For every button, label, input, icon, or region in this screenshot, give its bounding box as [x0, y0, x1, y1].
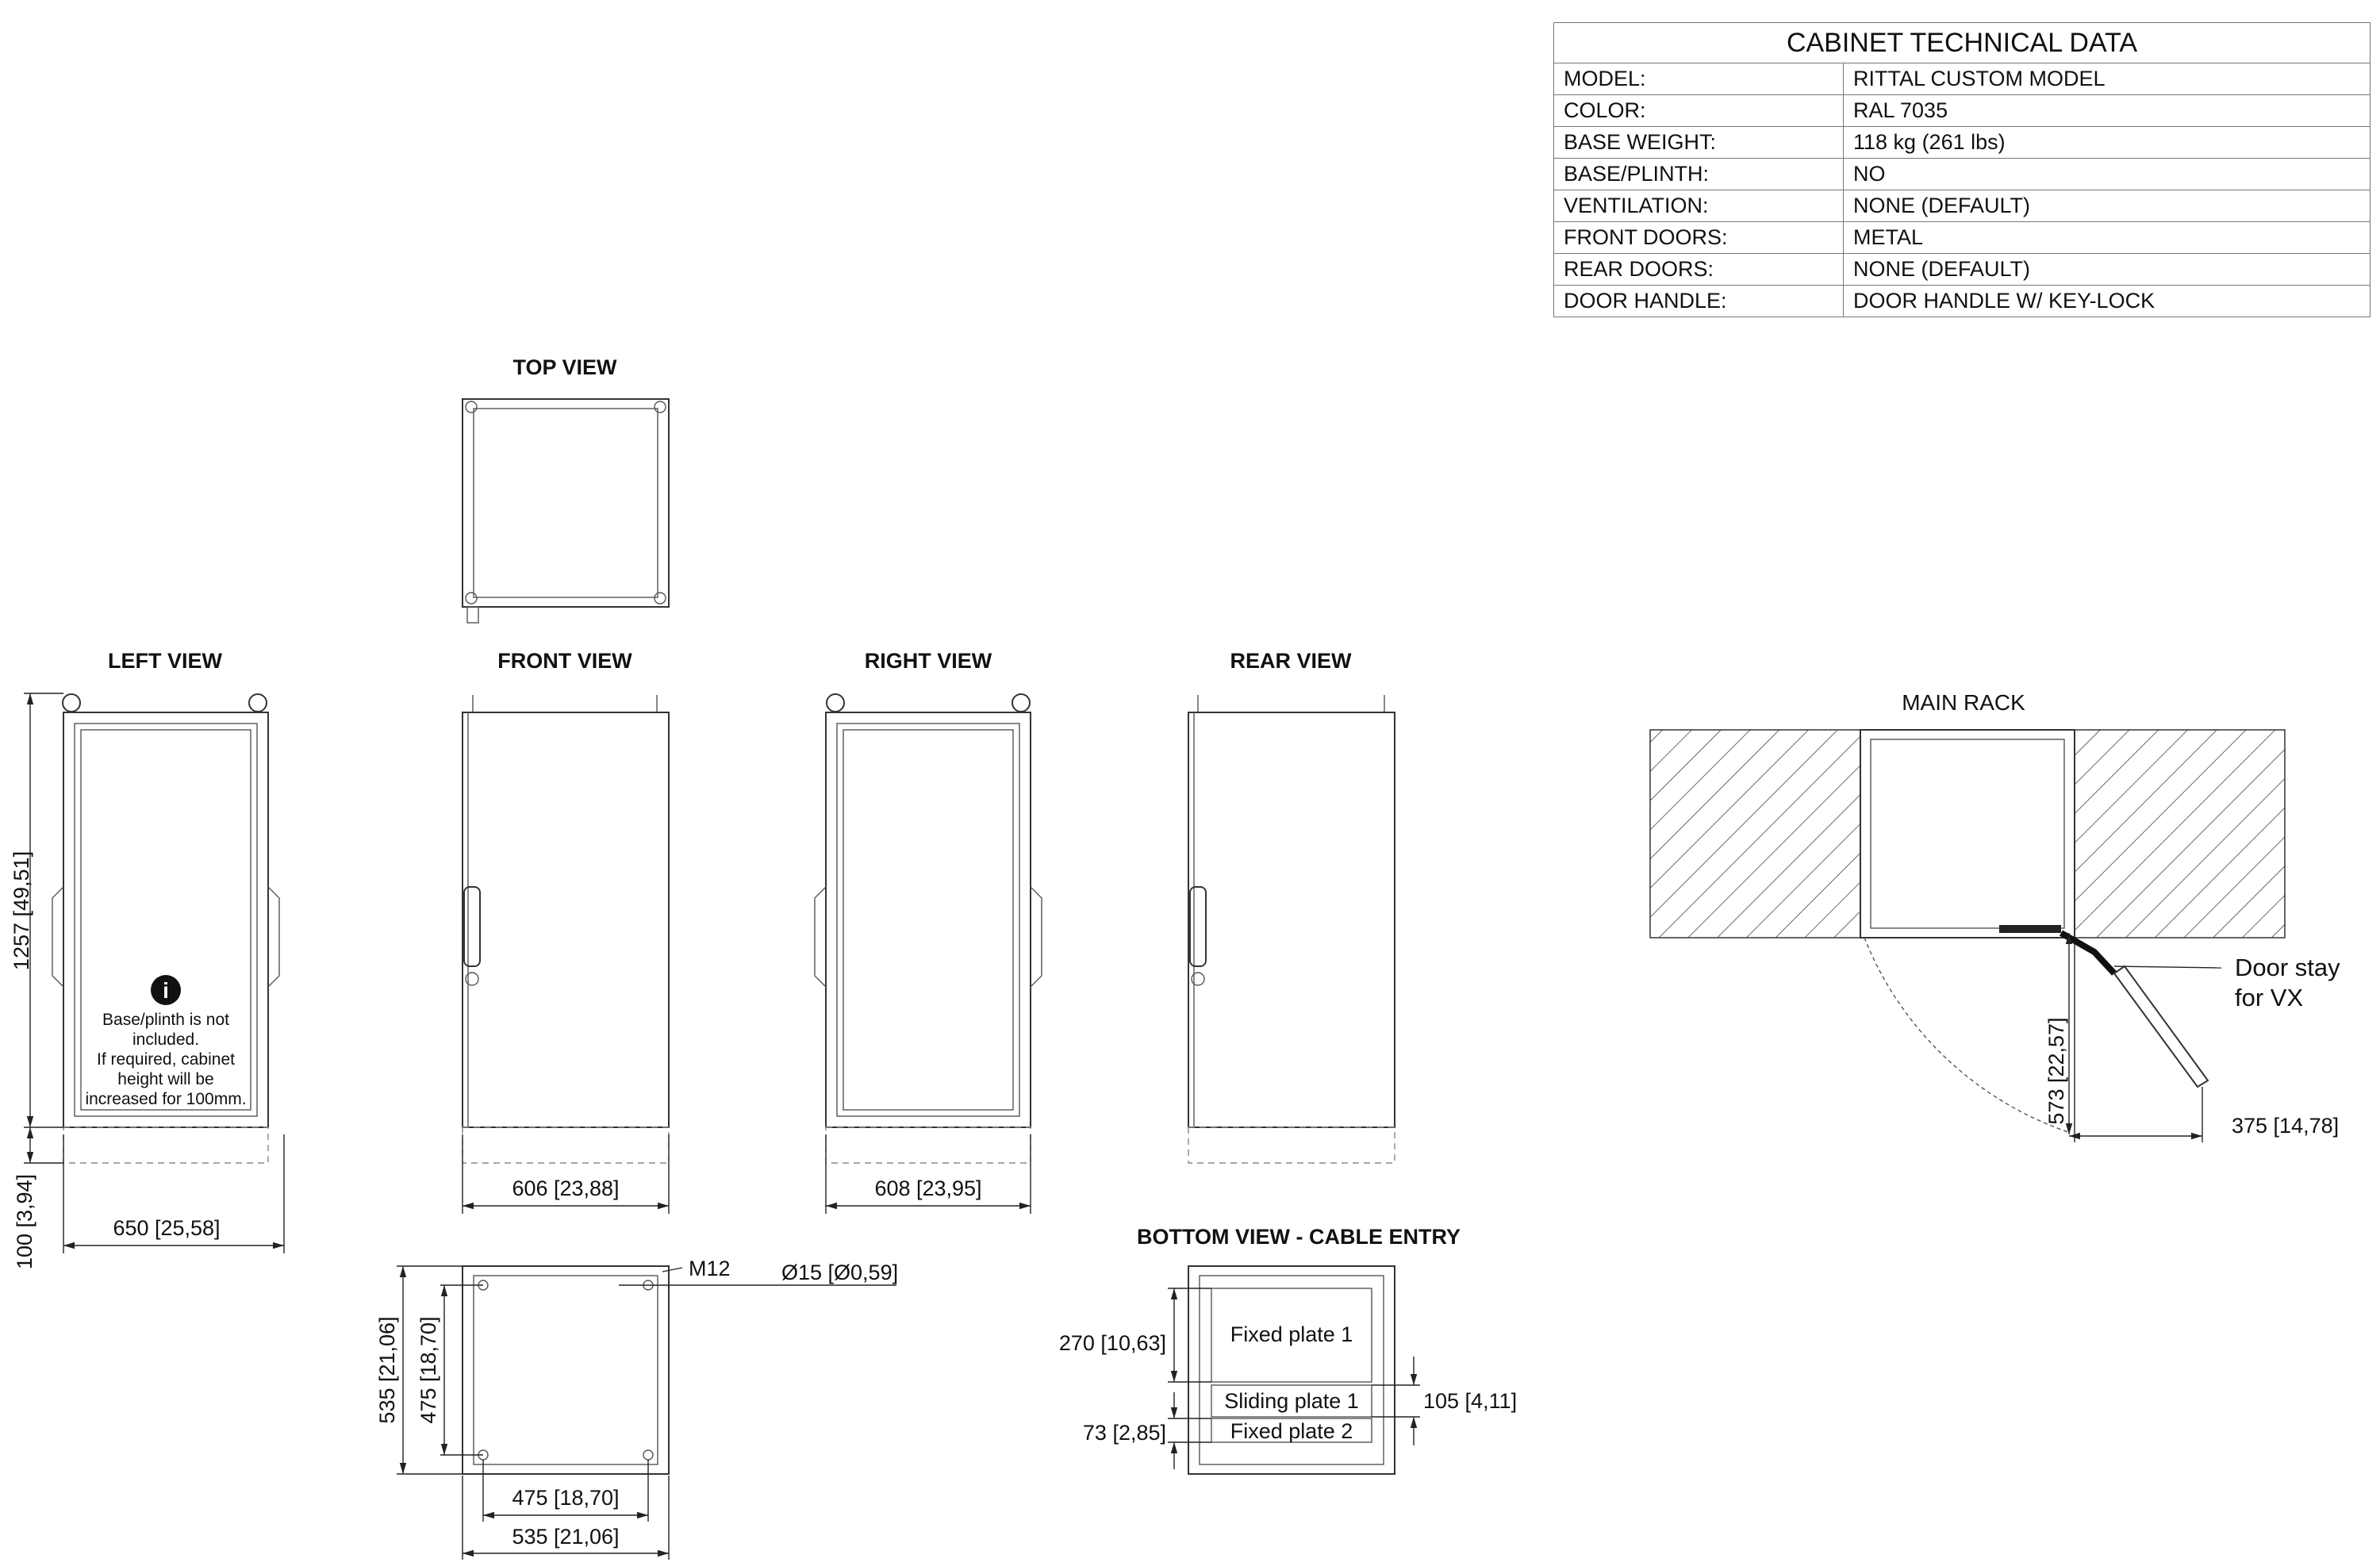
plinth-outline: [826, 1127, 1031, 1163]
row-value: NONE (DEFAULT): [1844, 190, 2370, 222]
door-handle: [1190, 887, 1206, 966]
dim-plate2-height: 73 [2,85]: [1082, 1421, 1166, 1445]
left-view-title: LEFT VIEW: [108, 649, 222, 673]
dim-base-depth-inner: 475 [18,70]: [416, 1316, 440, 1424]
corner-post: [654, 401, 666, 413]
rear-view-outline: [1188, 712, 1395, 1127]
row-key: COLOR:: [1554, 95, 1844, 127]
main-rack-view: [1650, 690, 2340, 1142]
top-view: [463, 355, 669, 623]
dim-sliding-height: 105 [4,11]: [1423, 1389, 1518, 1413]
right-view-title: RIGHT VIEW: [864, 649, 992, 673]
base-view: [375, 1257, 898, 1560]
side-handle: [268, 887, 279, 987]
main-rack-title: MAIN RACK: [1902, 690, 2025, 715]
dim-base-width-inner: 475 [18,70]: [512, 1486, 620, 1510]
right-view-panel-inner: [843, 730, 1013, 1110]
dim-door-stay-width: 375 [14,78]: [2232, 1114, 2340, 1138]
top-view-title: TOP VIEW: [512, 355, 617, 379]
note-line-2: included.: [132, 1031, 200, 1049]
front-view: [463, 649, 669, 1214]
dim-door-stay-depth: 573 [22,57]: [2044, 1017, 2068, 1125]
door-stay-bar: [1999, 925, 2061, 933]
base-view-outline: [463, 1266, 669, 1474]
wall-hatch-left: [1650, 730, 1860, 938]
row-key: BASE/PLINTH:: [1554, 159, 1844, 190]
dim-hole: Ø15 [Ø0,59]: [781, 1261, 899, 1284]
top-view-inner: [474, 409, 658, 597]
front-view-outline: [463, 712, 669, 1127]
leader-line: [662, 1268, 682, 1272]
door-stay-label-2: for VX: [2235, 984, 2304, 1011]
dim-base-width-outer: 535 [21,06]: [512, 1525, 620, 1549]
info-icon-glyph: i: [163, 978, 169, 1003]
plinth-outline: [1188, 1127, 1395, 1163]
row-value: RITTAL CUSTOM MODEL: [1844, 63, 2370, 95]
left-view: [10, 649, 284, 1269]
dim-base-depth-outer: 535 [21,06]: [375, 1316, 399, 1424]
rear-view: [1188, 649, 1395, 1163]
open-door: [2114, 966, 2208, 1087]
dim-left-width: 650 [25,58]: [113, 1216, 221, 1240]
dim-right-width: 608 [23,95]: [874, 1176, 982, 1200]
fixed-plate-2-label: Fixed plate 2: [1230, 1419, 1353, 1443]
row-key: VENTILATION:: [1554, 190, 1844, 222]
dim-plinth: 100 [3,94]: [13, 1173, 36, 1270]
mounting-hole: [643, 1450, 653, 1460]
fixed-plate-1-label: Fixed plate 1: [1230, 1322, 1353, 1346]
note-line-5: increased for 100mm.: [85, 1090, 247, 1108]
door-swing-arc: [1864, 938, 2071, 1133]
dim-m12: M12: [689, 1257, 731, 1280]
row-value: RAL 7035: [1844, 95, 2370, 127]
row-key: REAR DOORS:: [1554, 254, 1844, 286]
row-key: MODEL:: [1554, 63, 1844, 95]
front-view-title: FRONT VIEW: [497, 649, 632, 673]
dim-front-width: 606 [23,88]: [512, 1176, 620, 1200]
row-value: NO: [1844, 159, 2370, 190]
row-value: 118 kg (261 lbs): [1844, 127, 2370, 159]
dim-plate1-height: 270 [10,63]: [1058, 1331, 1166, 1355]
rear-view-title: REAR VIEW: [1230, 649, 1352, 673]
right-view: [815, 649, 1042, 1214]
side-handle: [52, 887, 63, 987]
row-value: METAL: [1844, 222, 2370, 254]
row-key: DOOR HANDLE:: [1554, 286, 1844, 317]
leader-line: [2114, 966, 2221, 968]
base-view-inner: [474, 1276, 658, 1464]
main-rack-outline: [1860, 730, 2075, 938]
plinth-outline: [463, 1127, 669, 1163]
lifting-eye: [1012, 694, 1030, 712]
row-value: NONE (DEFAULT): [1844, 254, 2370, 286]
door-handle: [464, 887, 480, 966]
plinth-outline: [63, 1127, 268, 1163]
side-handle: [1031, 887, 1042, 987]
corner-post: [654, 593, 666, 604]
sliding-plate-1-label: Sliding plate 1: [1224, 1389, 1359, 1413]
right-view-outline: [826, 712, 1031, 1127]
note-line-3: If required, cabinet: [97, 1050, 235, 1069]
note-line-1: Base/plinth is not: [102, 1011, 229, 1029]
side-handle: [815, 887, 826, 987]
lifting-eye: [249, 694, 267, 712]
row-value: DOOR HANDLE W/ KEY-LOCK: [1844, 286, 2370, 317]
table-title: CABINET TECHNICAL DATA: [1554, 23, 2370, 63]
row-key: FRONT DOORS:: [1554, 222, 1844, 254]
lifting-eye: [827, 694, 844, 712]
corner-post: [466, 401, 477, 413]
row-key: BASE WEIGHT:: [1554, 127, 1844, 159]
corner-post: [466, 593, 477, 604]
note-line-4: height will be: [117, 1070, 214, 1088]
hinge-knob: [467, 607, 478, 623]
bottom-view: [1059, 1225, 1517, 1474]
dim-height: 1257 [49,51]: [10, 850, 33, 971]
wall-hatch-right: [2075, 730, 2285, 938]
bottom-view-title: BOTTOM VIEW - CABLE ENTRY: [1137, 1225, 1461, 1249]
top-view-outline: [463, 399, 669, 607]
lifting-eye: [63, 694, 80, 712]
door-stay-label-1: Door stay: [2235, 954, 2340, 981]
right-view-panel: [837, 724, 1019, 1116]
